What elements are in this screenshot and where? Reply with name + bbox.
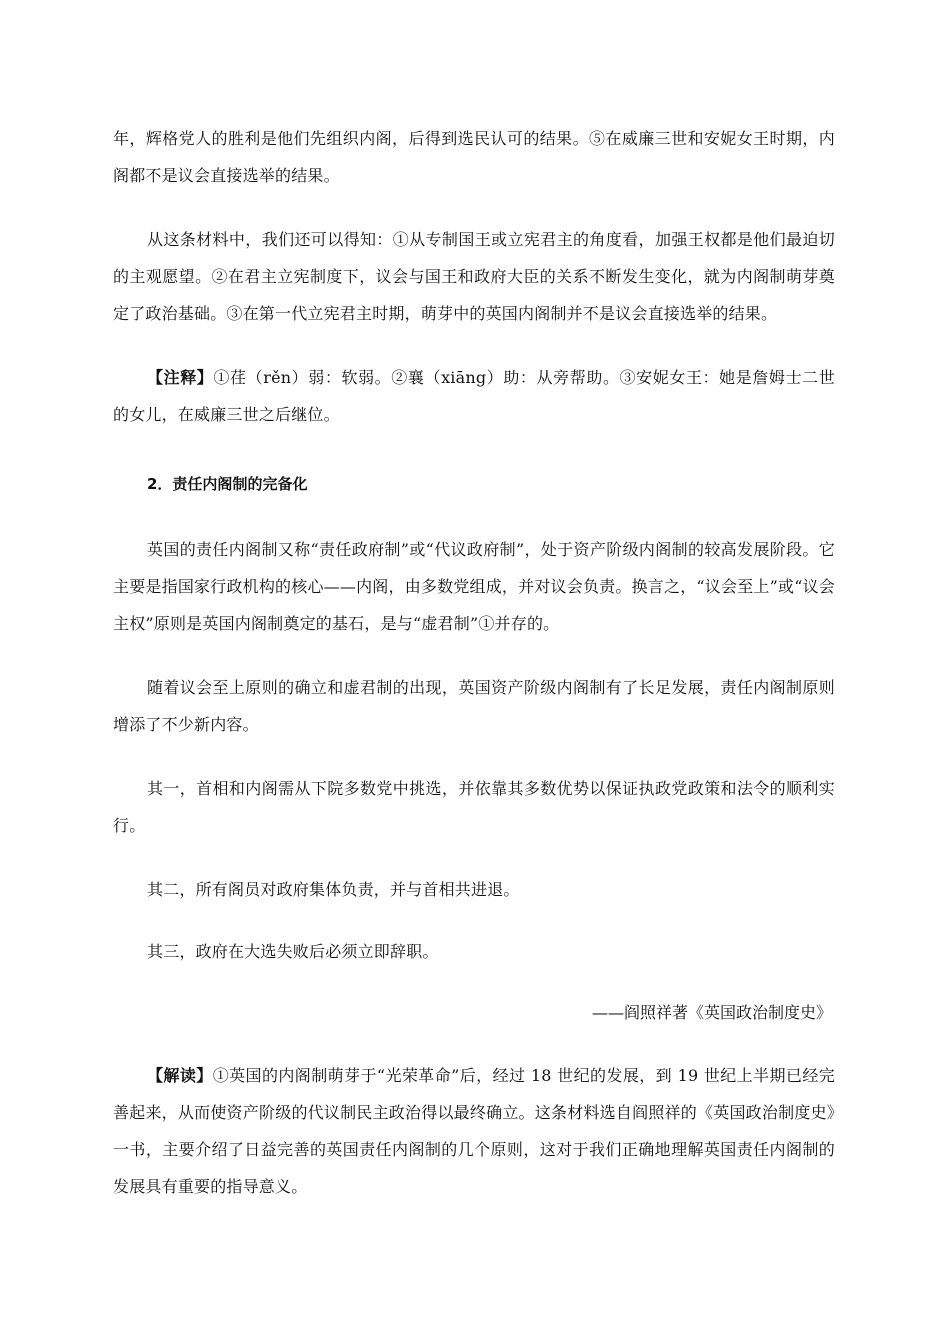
paragraph-responsible-cabinet: 英国的责任内阁制又称“责任政府制”或“代议政府制”，处于资产阶级内阁制的较高发展阶段。它主要是指国家行政机构的核心——内阁，由多数党组成，并对议会负责。换言之，“议会至上”或“议会主权”原则是英国内阁制奠定的基石，是与“虚君制”①并存的。 (113, 540, 835, 633)
paragraph-principle-three: 其三，政府在大选失败后必须立即辞职。 (147, 942, 439, 961)
interpretation-label: 【解读】 (147, 1066, 213, 1085)
paragraph-interpretation (113, 1057, 835, 1205)
notes-text: ①荏（rěn）弱：软弱。②襄（xiāng）助：从旁帮助。③安妮女王：她是詹姆士二世的女儿，在威廉三世之后继位。 (113, 368, 835, 424)
paragraph-notes (113, 359, 835, 433)
paragraph-development: 随着议会至上原则的确立和虚君制的出现，英国资产阶级内阁制有了长足发展，责任内阁制原则增添了不少新内容。 (113, 678, 835, 734)
source-citation: ——阎照祥著《英国政治制度史》 (591, 1003, 832, 1022)
interpretation-text: ①英国的内阁制萌芽于“光荣革命”后，经过 18 世纪的发展，到 19 世纪上半期已经完善起来，从而使资产阶级的代议制民主政治得以最终确立。这条材料选自阎照祥的《英国政治制度史》一书，主要介绍了日益完善的英国责任内阁制的几个原则，这对于我们正确地理解英国责任内阁制的发展具有重要的指导意义。 (113, 1066, 835, 1196)
section-heading: 2．责任内阁制的完备化 (147, 475, 308, 493)
paragraph-principle-one: 其一，首相和内阁需从下院多数党中挑选，并依靠其多数优势以保证执政党政策和法令的顺利实行。 (113, 779, 835, 835)
paragraph-analysis: 从这条材料中，我们还可以得知：①从专制国王或立宪君主的角度看，加强王权都是他们最迫切的主观愿望。②在君主立宪制度下，议会与国王和政府大臣的关系不断发生变化，就为内阁制萌芽奠定了政治基础。③在第一代立宪君主时期，萌芽中的英国内阁制并不是议会直接选举的结果。 (113, 230, 835, 323)
paragraph-continuation: 年，辉格党人的胜利是他们先组织内阁，后得到选民认可的结果。⑤在威廉三世和安妮女王时期，内阁都不是议会直接选举的结果。 (113, 129, 835, 185)
notes-label: 【注释】 (147, 368, 214, 387)
paragraph-principle-two: 其二，所有阁员对政府集体负责，并与首相共进退。 (147, 880, 520, 899)
